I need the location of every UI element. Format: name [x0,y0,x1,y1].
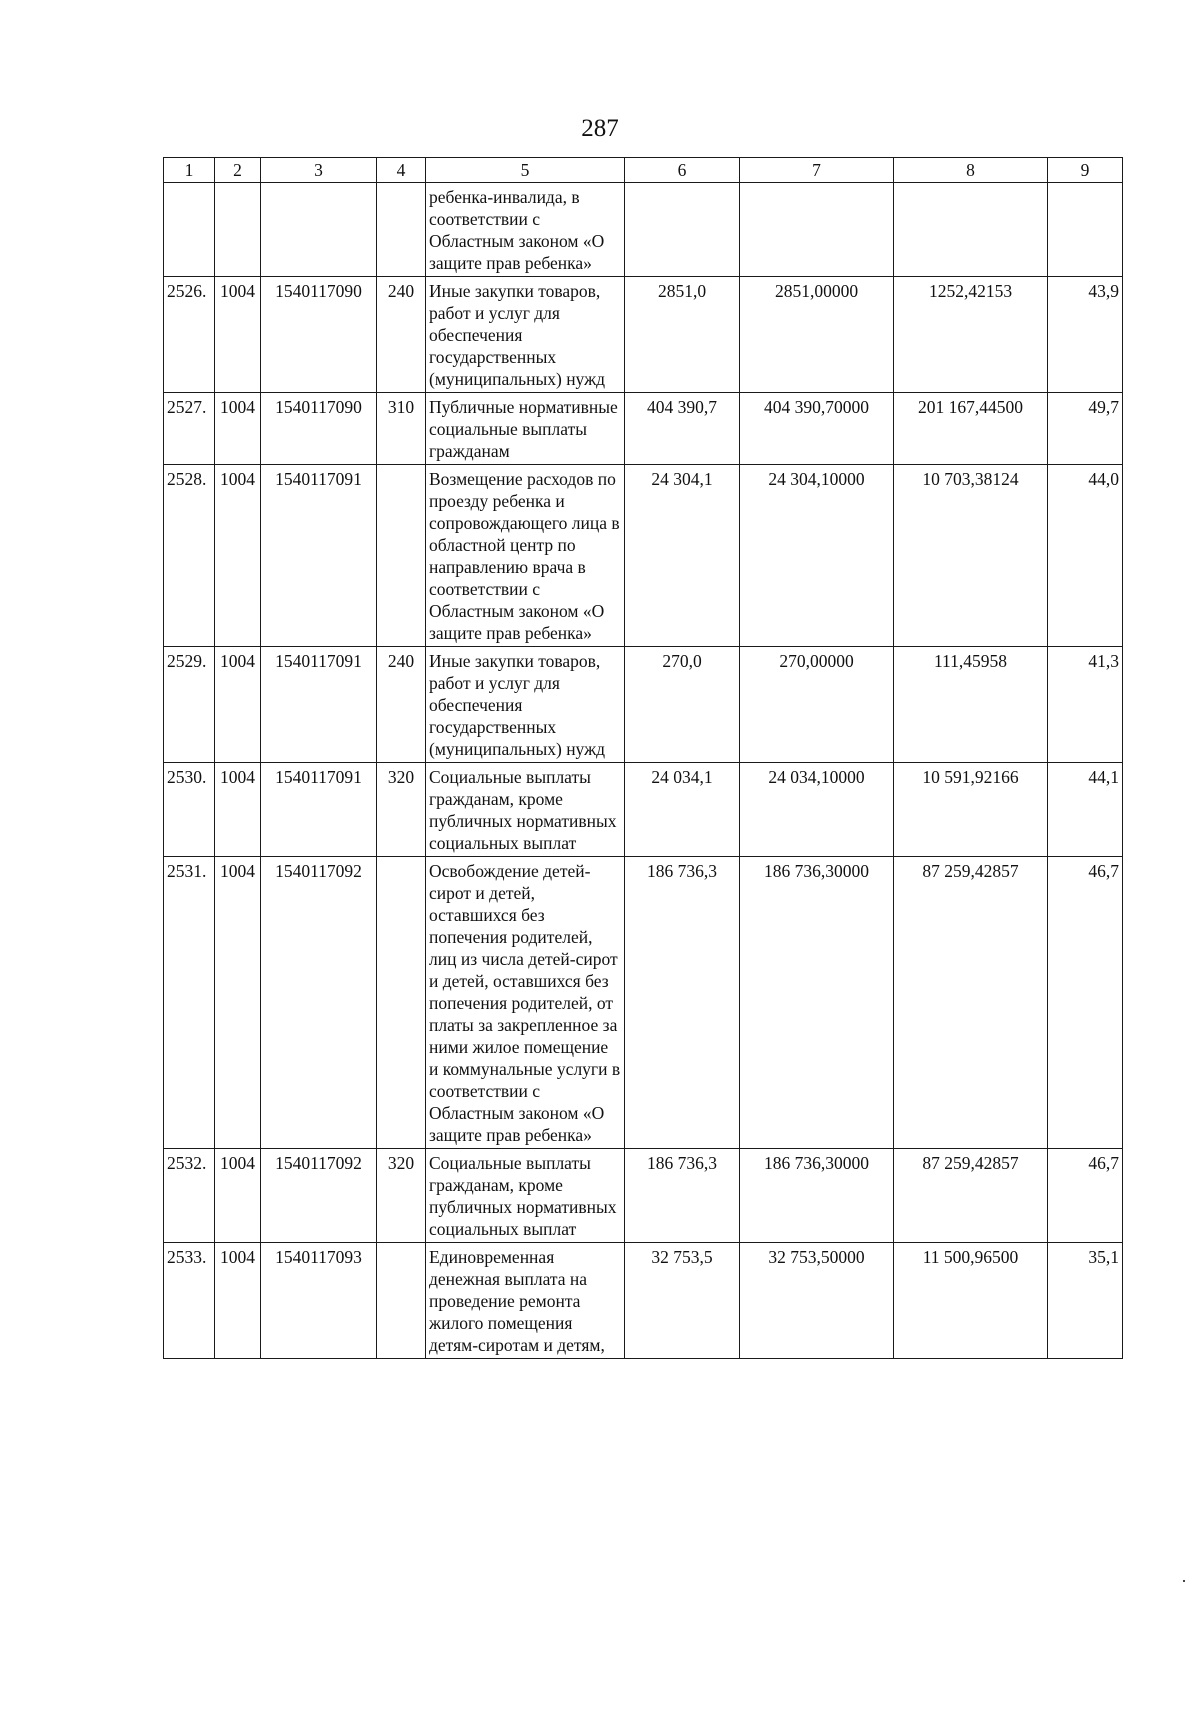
plan-amount: 32 753,5 [625,1243,740,1359]
executed-amount: 1252,42153 [894,277,1048,393]
executed-amount: 10 703,38124 [894,465,1048,647]
execution-percent: 41,3 [1048,647,1123,763]
row-number: 2528. [164,465,215,647]
item-name: Освобождение детей-сирот и детей, оставшихся без попечения родителей, лиц из числа детей-сирот и детей, оставшихся без попечения родителей, от платы за закрепленное за ними жилое помещение и коммунальные услуги в соответствии с Областным законом «О защите прав ребенка» [426,857,625,1149]
header-cell: 6 [625,158,740,183]
expense-type-code: 320 [377,1149,426,1243]
expense-type-code [377,857,426,1149]
executed-amount: 11 500,96500 [894,1243,1048,1359]
execution-percent: 46,7 [1048,857,1123,1149]
table-row [164,857,1123,1149]
target-code: 1540117093 [261,1243,377,1359]
expense-type-code: 240 [377,277,426,393]
table-row [164,647,1123,763]
row-number: 2526. [164,277,215,393]
row-number: 2532. [164,1149,215,1243]
expense-type-code: 320 [377,763,426,857]
item-name: Социальные выплаты гражданам, кроме публичных нормативных социальных выплат [426,763,625,857]
row-number [164,183,215,277]
header-row [164,158,1123,183]
header-cell: 3 [261,158,377,183]
plan-amount: 270,0 [625,647,740,763]
execution-percent: 43,9 [1048,277,1123,393]
target-code: 1540117090 [261,277,377,393]
execution-percent: 49,7 [1048,393,1123,465]
target-code: 1540117090 [261,393,377,465]
refined-amount: 186 736,30000 [740,1149,894,1243]
target-code: 1540117092 [261,1149,377,1243]
refined-amount: 270,00000 [740,647,894,763]
refined-amount: 186 736,30000 [740,857,894,1149]
budget-table [163,157,1123,1359]
execution-percent: 35,1 [1048,1243,1123,1359]
plan-amount: 24 304,1 [625,465,740,647]
table-row [164,1243,1123,1359]
section-code: 1004 [215,1243,261,1359]
target-code: 1540117091 [261,465,377,647]
item-name: Иные закупки товаров, работ и услуг для обеспечения государственных (муниципальных) нужд [426,647,625,763]
header-cell: 1 [164,158,215,183]
plan-amount: 404 390,7 [625,393,740,465]
header-cell: 2 [215,158,261,183]
row-number: 2527. [164,393,215,465]
execution-percent: 44,0 [1048,465,1123,647]
item-name: Возмещение расходов по проезду ребенка и сопровождающего лица в областной центр по направлению врача в соответствии с Областным законом «О защите прав ребенка» [426,465,625,647]
expense-type-code [377,183,426,277]
expense-type-code [377,465,426,647]
item-name: Иные закупки товаров, работ и услуг для обеспечения государственных (муниципальных) нужд [426,277,625,393]
execution-percent: 46,7 [1048,1149,1123,1243]
section-code: 1004 [215,393,261,465]
section-code: 1004 [215,763,261,857]
executed-amount: 10 591,92166 [894,763,1048,857]
refined-amount: 32 753,50000 [740,1243,894,1359]
table-row [164,393,1123,465]
item-name: Публичные нормативные социальные выплаты гражданам [426,393,625,465]
target-code [261,183,377,277]
row-number: 2530. [164,763,215,857]
refined-amount: 2851,00000 [740,277,894,393]
plan-amount: 186 736,3 [625,1149,740,1243]
table-row [164,277,1123,393]
item-name: Единовременная денежная выплата на проведение ремонта жилого помещения детям-сиротам и детям, [426,1243,625,1359]
row-number: 2529. [164,647,215,763]
section-code: 1004 [215,465,261,647]
executed-amount: 87 259,42857 [894,857,1048,1149]
page-number: 287 [581,115,619,142]
item-name: Социальные выплаты гражданам, кроме публичных нормативных социальных выплат [426,1149,625,1243]
executed-amount [894,183,1048,277]
refined-amount: 24 304,10000 [740,465,894,647]
section-code: 1004 [215,277,261,393]
section-code: 1004 [215,1149,261,1243]
plan-amount: 186 736,3 [625,857,740,1149]
execution-percent: 44,1 [1048,763,1123,857]
refined-amount: 404 390,70000 [740,393,894,465]
table-row [164,465,1123,647]
plan-amount [625,183,740,277]
plan-amount: 24 034,1 [625,763,740,857]
executed-amount: 111,45958 [894,647,1048,763]
header-cell: 4 [377,158,426,183]
header-cell: 8 [894,158,1048,183]
section-code: 1004 [215,647,261,763]
executed-amount: 87 259,42857 [894,1149,1048,1243]
table-row [164,763,1123,857]
section-code [215,183,261,277]
item-name: ребенка-инвалида, в соответствии с Областным законом «О защите прав ребенка» [426,183,625,277]
scan-speck [1183,1580,1185,1582]
table-row [164,183,1123,277]
header-cell: 5 [426,158,625,183]
target-code: 1540117091 [261,647,377,763]
plan-amount: 2851,0 [625,277,740,393]
expense-type-code [377,1243,426,1359]
section-code: 1004 [215,857,261,1149]
expense-type-code: 240 [377,647,426,763]
refined-amount [740,183,894,277]
executed-amount: 201 167,44500 [894,393,1048,465]
table-row [164,1149,1123,1243]
expense-type-code: 310 [377,393,426,465]
row-number: 2531. [164,857,215,1149]
row-number: 2533. [164,1243,215,1359]
header-cell: 7 [740,158,894,183]
header-cell: 9 [1048,158,1123,183]
target-code: 1540117091 [261,763,377,857]
target-code: 1540117092 [261,857,377,1149]
refined-amount: 24 034,10000 [740,763,894,857]
execution-percent [1048,183,1123,277]
